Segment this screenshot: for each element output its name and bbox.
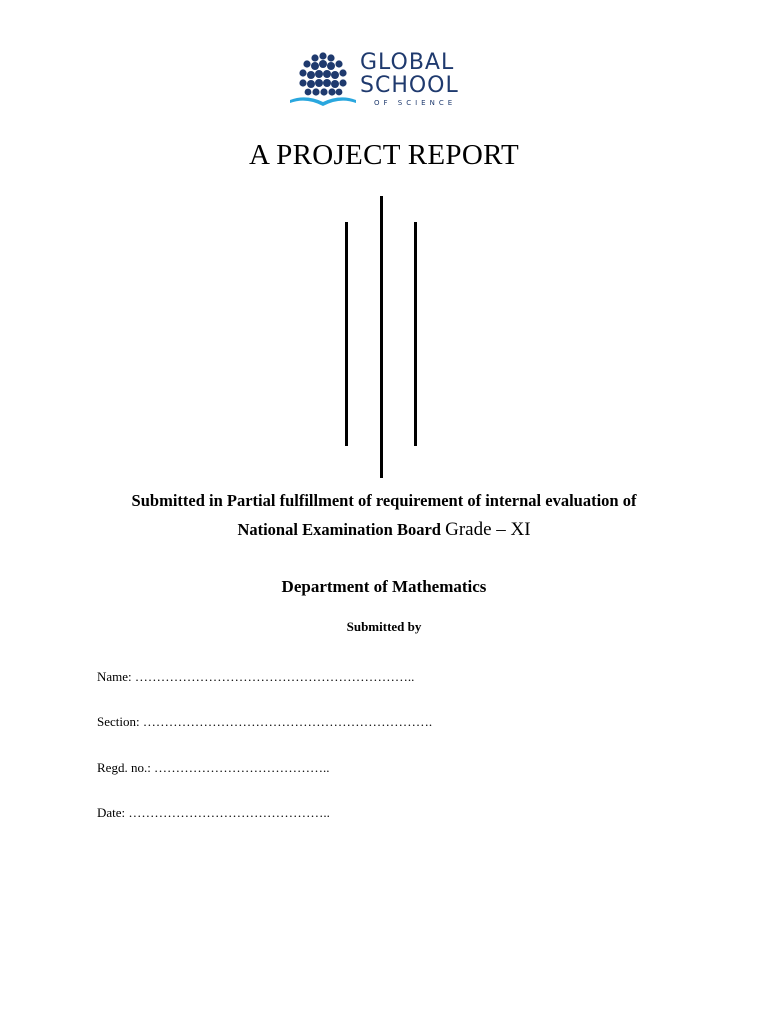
decorative-bar-right [414, 222, 417, 446]
report-title: A PROJECT REPORT [248, 139, 520, 171]
grade-label: Grade – XI [445, 519, 531, 540]
logo-text-school: SCHOOL [360, 73, 459, 98]
school-logo [288, 50, 488, 112]
decorative-bar-center [380, 196, 383, 478]
submission-statement-line2 [0, 519, 768, 541]
name-field: Name: ……………………………………………………….. [97, 669, 415, 684]
globe-book-icon [288, 50, 358, 112]
regd-no-field: Regd. no.: ………………………………….. [97, 760, 330, 775]
logo-text-global: GLOBAL [360, 50, 455, 75]
section-field: Section: …………………………………………………………. [97, 714, 433, 729]
submitted-by-heading: Submitted by [346, 619, 422, 634]
decorative-bar-left [345, 222, 348, 446]
department-heading: Department of Mathematics [281, 577, 487, 596]
board-name: National Examination Board [237, 520, 446, 539]
submission-statement-line1: Submitted in Partial fulfillment of requirement of internal evaluation of [131, 491, 637, 510]
logo-text-of-science: OF SCIENCE [374, 99, 457, 107]
date-field: Date: ……………………………………….. [97, 805, 330, 820]
